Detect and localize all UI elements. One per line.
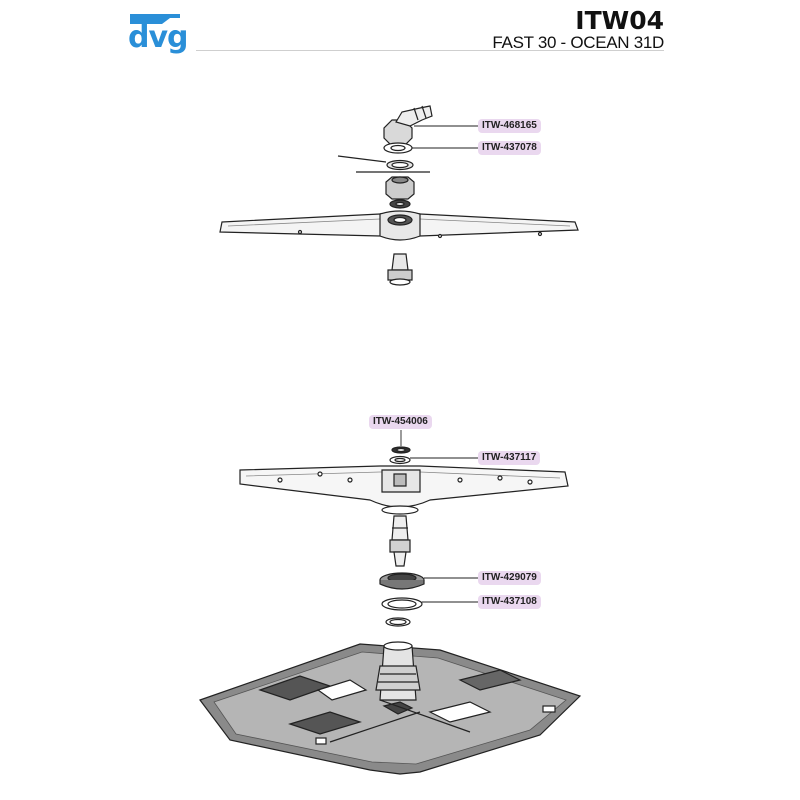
part-label-itw-468165: ITW-468165 (478, 119, 541, 133)
lower-flat-gasket (382, 598, 422, 610)
lower-spacer-ring (392, 447, 410, 453)
sheet-code: ITW04 (575, 6, 664, 35)
lower-washer (390, 457, 410, 464)
lower-o-ring (386, 618, 410, 626)
brand-logo-text: dvg (128, 20, 188, 55)
lower-ring-nut (380, 573, 424, 589)
lower-spray-arm (240, 466, 568, 514)
model-name: FAST 30 - OCEAN 31D (492, 33, 664, 52)
part-label-itw-437117: ITW-437117 (478, 451, 540, 465)
part-label-itw-437078: ITW-437078 (478, 141, 541, 155)
upper-nut (386, 177, 414, 199)
lower-spray-arm-shaft (390, 516, 410, 566)
upper-spray-arm (220, 211, 578, 240)
upper-o-ring (387, 161, 413, 170)
upper-washer (390, 200, 410, 208)
part-label-itw-429079: ITW-429079 (478, 571, 541, 585)
upper-spray-arm-shaft (388, 254, 412, 285)
part-label-itw-454006: ITW-454006 (369, 415, 432, 429)
part-label-itw-437108: ITW-437108 (478, 595, 541, 609)
